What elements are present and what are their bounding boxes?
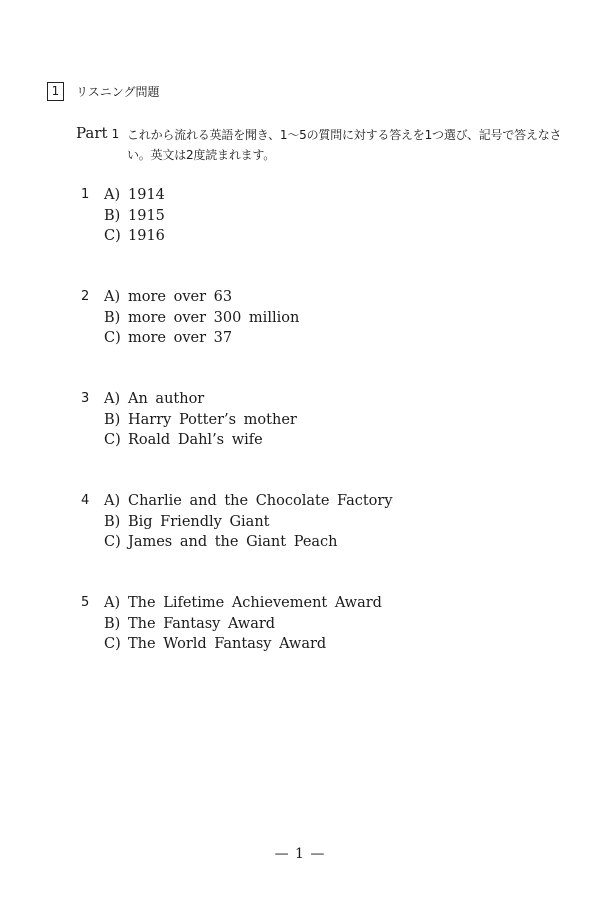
option-letter: B) bbox=[104, 513, 121, 530]
option-letter: B) bbox=[104, 207, 121, 224]
section-number-box: 1 bbox=[47, 82, 64, 101]
option-text: The World Fantasy Award bbox=[128, 636, 327, 652]
option-letter: B) bbox=[104, 615, 121, 632]
option-text: 1915 bbox=[128, 207, 165, 224]
part-label-text: Part bbox=[76, 124, 108, 142]
option-b bbox=[104, 206, 504, 227]
option-c bbox=[104, 430, 504, 451]
option-letter: A) bbox=[104, 391, 121, 407]
option-letter: C) bbox=[104, 228, 121, 244]
option-text: more over 300 million bbox=[128, 309, 300, 326]
part-label bbox=[76, 124, 119, 144]
question-number: 2 bbox=[81, 289, 90, 304]
option-c bbox=[104, 634, 504, 655]
option-text: 1916 bbox=[128, 228, 165, 244]
option-letter: C) bbox=[104, 432, 121, 448]
option-a bbox=[104, 593, 504, 614]
question-number: 3 bbox=[81, 391, 90, 406]
option-list bbox=[104, 593, 504, 655]
part-instruction: これから流れる英語を聞き、1〜5の質問に対する答えを1つ選び、記号で答えなさい。英文は2度読まれます。 bbox=[127, 128, 562, 162]
option-text: The Lifetime Achievement Award bbox=[128, 595, 382, 611]
option-letter: A) bbox=[104, 289, 121, 305]
option-a bbox=[104, 389, 504, 410]
question-number: 5 bbox=[81, 595, 90, 610]
option-a bbox=[104, 491, 504, 512]
option-a bbox=[104, 185, 504, 206]
option-text: 1914 bbox=[128, 187, 165, 203]
option-letter: C) bbox=[104, 636, 121, 652]
option-letter: A) bbox=[104, 187, 121, 203]
page-number: — 1 — bbox=[274, 846, 326, 862]
option-text: Big Friendly Giant bbox=[128, 513, 270, 530]
option-letter: B) bbox=[104, 411, 121, 428]
option-c bbox=[104, 328, 504, 349]
option-letter: B) bbox=[104, 309, 121, 326]
part-number: 1 bbox=[111, 127, 120, 141]
option-text: more over 63 bbox=[128, 289, 233, 305]
option-b bbox=[104, 512, 504, 533]
option-text: more over 37 bbox=[128, 330, 233, 346]
option-text: An author bbox=[128, 391, 205, 407]
option-text: Charlie and the Chocolate Factory bbox=[128, 493, 393, 509]
option-list bbox=[104, 185, 504, 247]
question-number: 4 bbox=[81, 493, 90, 508]
option-text: The Fantasy Award bbox=[128, 615, 276, 632]
section-header bbox=[47, 82, 160, 101]
option-letter: C) bbox=[104, 330, 121, 346]
option-list bbox=[104, 491, 504, 553]
option-b bbox=[104, 614, 504, 635]
option-text: Roald Dahl’s wife bbox=[128, 432, 263, 448]
section-title: リスニング問題 bbox=[76, 85, 160, 99]
option-c bbox=[104, 226, 504, 247]
option-letter: A) bbox=[104, 595, 121, 611]
option-text: James and the Giant Peach bbox=[128, 534, 338, 550]
option-b bbox=[104, 410, 504, 431]
option-c bbox=[104, 532, 504, 553]
question-number: 1 bbox=[81, 187, 90, 202]
option-list bbox=[104, 287, 504, 349]
option-a bbox=[104, 287, 504, 308]
option-list bbox=[104, 389, 504, 451]
option-text: Harry Potter’s mother bbox=[128, 411, 297, 428]
option-letter: C) bbox=[104, 534, 121, 550]
option-letter: A) bbox=[104, 493, 121, 509]
option-b bbox=[104, 308, 504, 329]
